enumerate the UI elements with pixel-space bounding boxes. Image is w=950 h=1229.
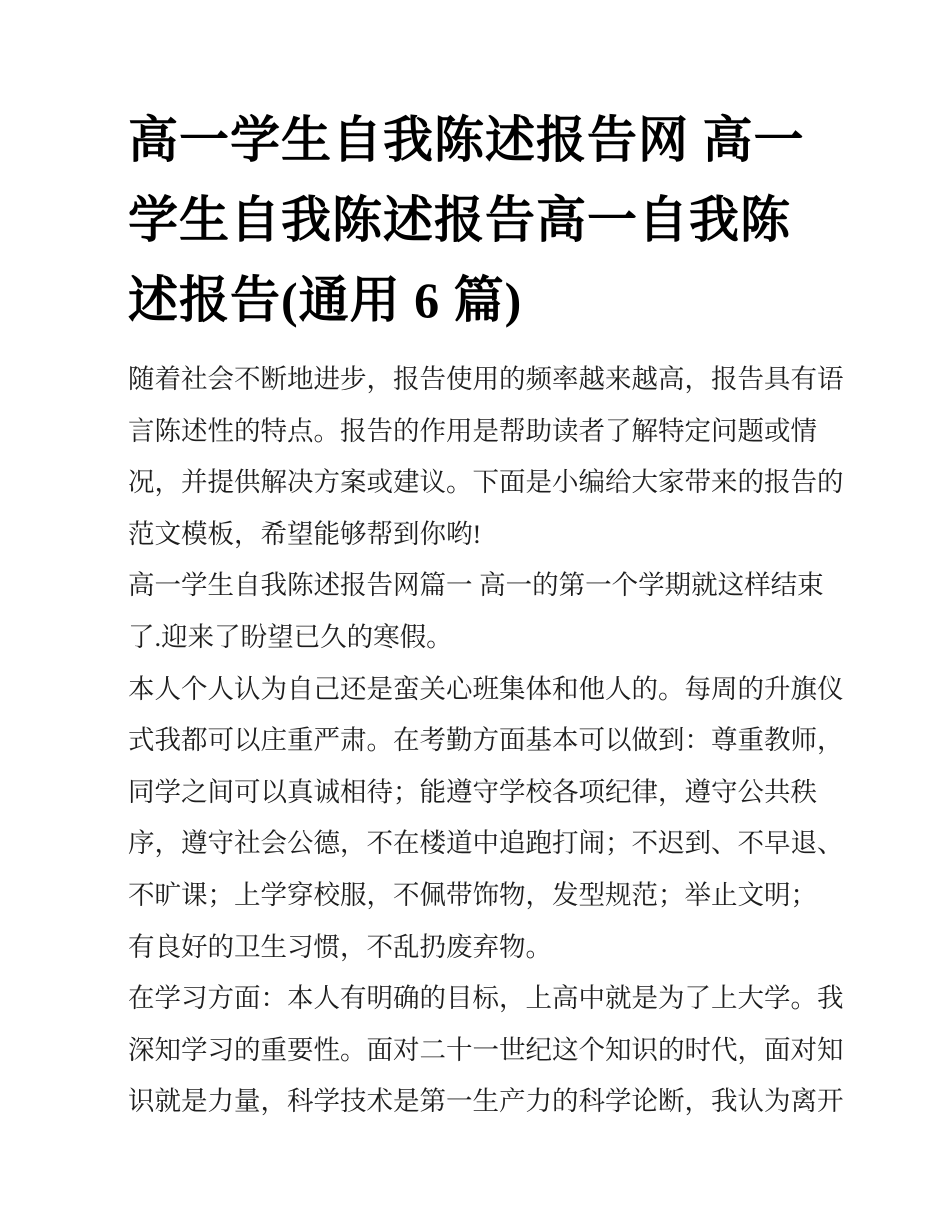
- body-line: 序，遵守社会公德，不在楼道中追跑打闹；不迟到、不早退、: [128, 828, 844, 859]
- title-line: 学生自我陈述报告高一自我陈: [128, 192, 791, 248]
- document-title: [128, 100, 844, 340]
- paragraph-conduct: [128, 664, 844, 974]
- body-line: 式我都可以庄重严肃。在考勤方面基本可以做到：尊重教师，: [128, 725, 844, 756]
- body-line: 识就是力量，科学技术是第一生产力的科学论断，我认为离开: [128, 1086, 844, 1117]
- body-line: 在学习方面：本人有明确的目标，上高中就是为了上大学。我: [128, 983, 844, 1014]
- body-line: 有良好的卫生习惯，不乱扔废弃物。: [128, 931, 552, 962]
- body-line: 范文模板，希望能够帮到你哟!: [128, 518, 482, 549]
- body-line: 不旷课；上学穿校服，不佩带饰物，发型规范；举止文明；: [128, 879, 817, 910]
- document-content: [128, 100, 844, 1128]
- body-line: 随着社会不断地进步，报告使用的频率越来越高，报告具有语: [128, 364, 844, 394]
- body-line: 言陈述性的特点。报告的作用是帮助读者了解特定问题或情: [128, 415, 817, 446]
- title-line: 述报告(通用 6 篇): [128, 272, 523, 328]
- body-line: 深知学习的重要性。面对二十一世纪这个知识的时代，面对知: [128, 1034, 844, 1065]
- paragraph-intro: [128, 354, 844, 560]
- body-line: 高一学生自我陈述报告网篇一 高一的第一个学期就这样结束: [128, 570, 824, 601]
- title-line: 高一学生自我陈述报告网 高一: [128, 112, 805, 168]
- document-body: [128, 354, 844, 1128]
- body-line: 了.迎来了盼望已久的寒假。: [128, 621, 453, 652]
- body-line: 本人个人认为自己还是蛮关心班集体和他人的。每周的升旗仪: [128, 673, 844, 704]
- paragraph-section-heading: [128, 560, 844, 663]
- body-line: 同学之间可以真诚相待；能遵守学校各项纪律，遵守公共秩: [128, 776, 817, 807]
- body-line: 况，并提供解决方案或建议。下面是小编给大家带来的报告的: [128, 467, 844, 498]
- paragraph-study: [128, 973, 844, 1128]
